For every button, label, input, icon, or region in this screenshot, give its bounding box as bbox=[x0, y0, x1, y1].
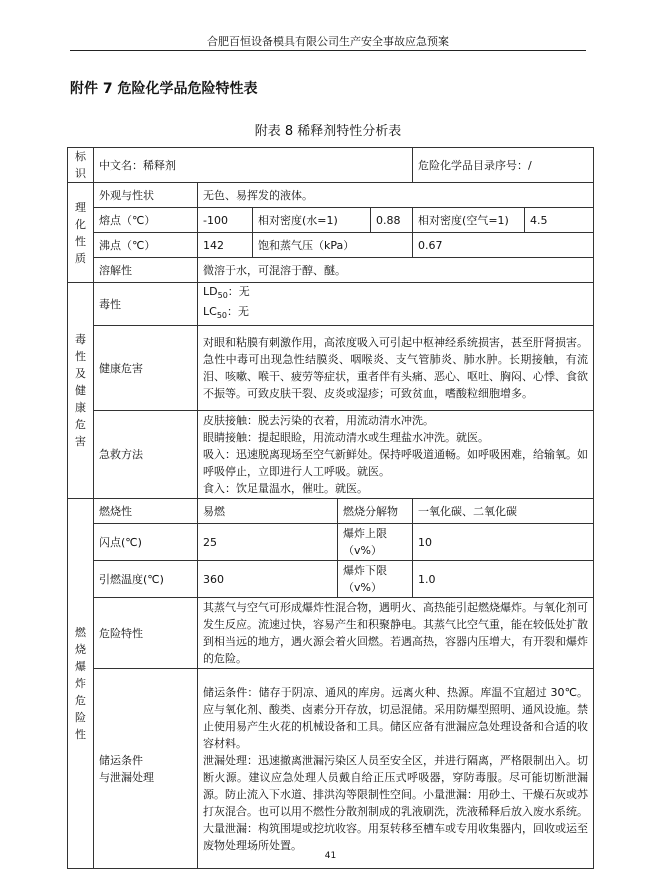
table-caption: 附表 8 稀释剂特性分析表 bbox=[254, 124, 402, 139]
hazard-characteristics-label: 危险特性 bbox=[94, 598, 198, 669]
ld50-value: $LD_{50}$：无 bbox=[203, 285, 250, 301]
appearance-value: 无色、易挥发的液体。 bbox=[198, 183, 594, 208]
first-aid-skin: 皮肤接触：脱去污染的衣着，用流动清水冲洗。 bbox=[203, 414, 434, 428]
first-aid-ingestion: 食入：饮足量温水，催吐。就医。 bbox=[203, 482, 368, 496]
rel-density-water-label: 相对密度(水=1) bbox=[253, 208, 371, 233]
storage-label-line1: 储运条件 bbox=[99, 753, 143, 767]
identity-row bbox=[68, 148, 594, 183]
ignition-temp-label: 引燃温度(℃) bbox=[94, 561, 198, 598]
flash-point-row bbox=[68, 524, 594, 561]
hazard-characteristics-row bbox=[68, 598, 594, 669]
lower-limit-value: 1.0 bbox=[413, 561, 594, 598]
hazard-characteristics-value: 其蒸气与空气可形成爆炸性混合物，遇明火、高热能引起燃烧爆炸。与氧化剂可发生反应。流速过快，容易产生和积聚静电。其蒸气比空气重，能在较低处扩散到相当远的地方，遇火源会着火回燃。若遇高热，容器内压增大，有开裂和爆炸的危险。 bbox=[198, 598, 594, 669]
section-toxicity: 毒性及健康危害 bbox=[68, 283, 94, 499]
appearance-label: 外观与性状 bbox=[94, 183, 198, 208]
lower-limit-label: 爆炸下限（v%） bbox=[338, 561, 413, 598]
storage-leak-label bbox=[94, 669, 198, 869]
section-physchem: 理化性质 bbox=[68, 183, 94, 283]
rel-density-air-value: 4.5 bbox=[525, 208, 594, 233]
first-aid-row bbox=[68, 411, 594, 499]
boiling-row bbox=[68, 233, 594, 258]
storage-conditions: 储运条件：储存于阴凉、通风的库房。远离火种、热源。库温不宜超过 30℃。应与氧化剂、酸类、卤素分开存放，切忌混储。采用防爆型照明、通风设施。禁止使用易产生火花的机械设备和工具。储区应备有泄漏应急处理设备和合适的收容材料。 bbox=[203, 685, 589, 750]
first-aid-value bbox=[198, 411, 594, 499]
health-hazard-value: 对眼和粘膜有刺激作用，高浓度吸入可引起中枢神经系统损害，甚至肝肾损害。急性中毒可出现急性结膜炎、咽喉炎、支气管肺炎、肺水肿。长期接触，有流泪、咳嗽、喉干、疲劳等症状，重者伴有头痛、恶心、呕吐、胸闷、心悸、食欲不振等。可致皮肤干裂、皮炎或湿疹；可致贫血，嗜酸粒细胞增多。 bbox=[198, 326, 594, 411]
solubility-value: 微溶于水，可混溶于醇、醚。 bbox=[198, 258, 594, 283]
header-divider bbox=[70, 50, 586, 51]
first-aid-label: 急救方法 bbox=[94, 411, 198, 499]
toxicity-row bbox=[68, 283, 594, 326]
attachment-title: 附件 7 危险化学品危险特性表 bbox=[70, 81, 258, 97]
boiling-label: 沸点（℃） bbox=[94, 233, 198, 258]
appearance-row bbox=[68, 183, 594, 208]
first-aid-eyes: 眼睛接触：提起眼睑，用流动清水或生理盐水冲洗。就医。 bbox=[203, 431, 489, 445]
toxicity-value bbox=[198, 283, 594, 326]
rel-density-air-label: 相对密度(空气=1) bbox=[413, 208, 525, 233]
storage-leak-row bbox=[68, 669, 594, 869]
storage-label-line2: 与泄漏处理 bbox=[99, 770, 154, 784]
boiling-value: 142 bbox=[198, 233, 253, 258]
upper-limit-label: 爆炸上限（v%） bbox=[338, 524, 413, 561]
ignition-row bbox=[68, 561, 594, 598]
leak-handling: 泄漏处理：迅速撤离泄漏污染区人员至安全区，并进行隔离，严格限制出入。切断火源。建议应急处理人员戴自给正压式呼吸器，穿防毒服。尽可能切断泄漏源。防止流入下水道、排洪沟等限制性空间。小量泄漏：用砂土、干燥石灰或苏打灰混合。也可以用不燃性分散剂制成的乳液刷洗，洗液稀释后放入废水系统。大量泄漏：构筑围堤或挖坑收容。用泵转移至槽车或专用收集器内，回收或运至废物处理场所处置。 bbox=[203, 753, 589, 852]
flash-point-value: 25 bbox=[198, 524, 338, 561]
flammability-value: 易燃 bbox=[198, 499, 338, 524]
health-hazard-row bbox=[68, 326, 594, 411]
upper-limit-value: 10 bbox=[413, 524, 594, 561]
combustion-products-label: 燃烧分解物 bbox=[338, 499, 413, 524]
page-number: 41 bbox=[324, 851, 337, 861]
page-header: 合肥百恒设备模具有限公司生产安全事故应急预案 bbox=[207, 35, 449, 48]
section-identity: 标识 bbox=[68, 148, 94, 183]
rel-density-water-value: 0.88 bbox=[371, 208, 413, 233]
chinese-name: 中文名：稀释剂 bbox=[94, 148, 413, 183]
lc50-value: $LC_{50}$：无 bbox=[203, 305, 249, 321]
first-aid-inhalation: 吸入：迅速脱离现场至空气新鲜处。保持呼吸道通畅。如呼吸困难，给输氧。如呼吸停止，立即进行人工呼吸。就医。 bbox=[203, 448, 589, 479]
melting-label: 熔点（℃） bbox=[94, 208, 198, 233]
flammability-label: 燃烧性 bbox=[94, 499, 198, 524]
melting-value: -100 bbox=[198, 208, 253, 233]
section-fire: 燃烧爆炸危险性 bbox=[68, 499, 94, 869]
catalog-number: 危险化学品目录序号：/ bbox=[413, 148, 594, 183]
combustion-products-value: 一氧化碳、二氧化碳 bbox=[413, 499, 594, 524]
vapor-pressure-value: 0.67 bbox=[413, 233, 594, 258]
flash-point-label: 闪点(℃) bbox=[94, 524, 198, 561]
toxicity-label: 毒性 bbox=[94, 283, 198, 326]
vapor-pressure-label: 饱和蒸气压（kPa） bbox=[253, 233, 413, 258]
solubility-label: 溶解性 bbox=[94, 258, 198, 283]
storage-leak-value bbox=[198, 669, 594, 869]
ignition-temp-value: 360 bbox=[198, 561, 338, 598]
solubility-row bbox=[68, 258, 594, 283]
hazard-properties-table bbox=[67, 147, 594, 869]
melting-row bbox=[68, 208, 594, 233]
health-hazard-label: 健康危害 bbox=[94, 326, 198, 411]
flammability-row bbox=[68, 499, 594, 524]
